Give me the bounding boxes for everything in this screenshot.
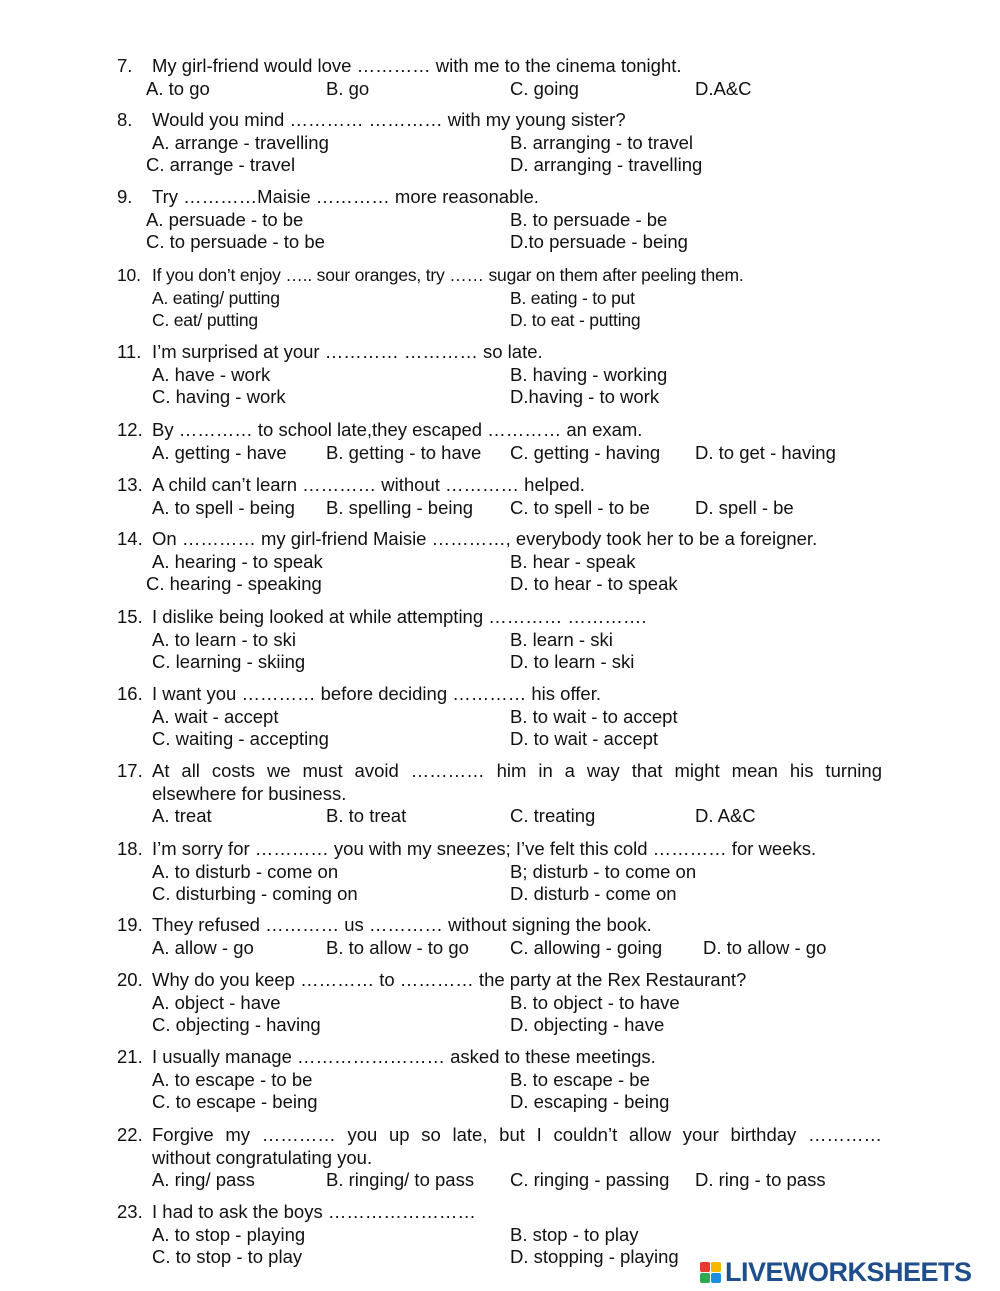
question-stem: My girl-friend would love ………… with me to the cinema tonight. — [152, 55, 682, 76]
question-16 — [117, 683, 882, 751]
question-number: 17. — [117, 760, 143, 781]
option-a[interactable]: A. object - have — [152, 991, 281, 1013]
question-21 — [117, 1046, 882, 1114]
question-stem: By ………… to school late,they escaped ………… an exam. — [152, 419, 643, 440]
option-c[interactable]: C. disturbing - coming on — [152, 883, 358, 904]
live-icon — [700, 1262, 721, 1283]
question-stem: Would you mind ………… ………… with my young sister? — [152, 109, 626, 130]
question-number: 8. — [117, 109, 133, 130]
option-d[interactable]: D.having - to work — [510, 386, 660, 407]
question-stem: Forgive my ………… you up so late, but I couldn’t allow your birthday ………… — [152, 1124, 882, 1145]
option-c[interactable]: C. allowing - going — [510, 936, 663, 958]
question-7 — [117, 55, 882, 100]
question-18 — [117, 838, 882, 906]
question-10 — [117, 264, 882, 332]
option-c[interactable]: C. going — [510, 77, 579, 99]
question-number: 18. — [117, 838, 143, 859]
question-stem: On ………… my girl-friend Maisie …………, everybody took her to be a foreigner. — [152, 528, 818, 549]
question-9 — [117, 186, 882, 254]
question-stem: I had to ask the boys …………………… — [152, 1201, 476, 1222]
option-b[interactable]: B. to object - to have — [510, 991, 680, 1013]
question-stem: Try …………Maisie ………… more reasonable. — [152, 186, 539, 207]
option-d[interactable]: D. escaping - being — [510, 1091, 670, 1112]
question-20 — [117, 969, 882, 1037]
option-c[interactable]: C. arrange - travel — [146, 154, 296, 175]
option-a[interactable]: A. to stop - playing — [152, 1223, 306, 1245]
question-13 — [117, 474, 882, 519]
option-b[interactable]: B. go — [326, 77, 370, 99]
question-11 — [117, 341, 882, 409]
option-d[interactable]: D. to allow - go — [703, 936, 827, 958]
option-b[interactable]: B. arranging - to travel — [510, 131, 694, 153]
option-a[interactable]: A. arrange - travelling — [152, 131, 329, 153]
question-number: 22. — [117, 1124, 143, 1145]
option-b[interactable]: B. having - working — [510, 363, 668, 385]
option-a[interactable]: A. getting - have — [152, 441, 287, 463]
question-number: 13. — [117, 474, 143, 495]
option-d[interactable]: D. to get - having — [695, 441, 836, 463]
question-number: 23. — [117, 1201, 143, 1222]
option-c[interactable]: C. to spell - to be — [510, 496, 650, 518]
question-number: 15. — [117, 606, 143, 627]
question-number: 21. — [117, 1046, 143, 1067]
question-stem: I want you ………… before deciding ………… his offer. — [152, 683, 601, 704]
question-stem: They refused ………… us ………… without signing the book. — [152, 914, 652, 935]
option-b[interactable]: B. hear - speak — [510, 550, 636, 572]
question-number: 20. — [117, 969, 143, 990]
option-c[interactable]: C. having - work — [152, 386, 286, 407]
option-a[interactable]: A. hearing - to speak — [152, 550, 323, 572]
question-stem: I dislike being looked at while attempting ………… …………. — [152, 606, 647, 627]
option-d[interactable]: D. ring - to pass — [695, 1169, 826, 1190]
option-b[interactable]: B. to wait - to accept — [510, 705, 678, 727]
question-stem: I’m surprised at your ………… ………… so late. — [152, 341, 543, 362]
option-a[interactable]: A. to learn - to ski — [152, 628, 296, 650]
option-c[interactable]: C. treating — [510, 805, 596, 826]
option-b[interactable]: B. to persuade - be — [510, 208, 668, 230]
option-d[interactable]: D. objecting - have — [510, 1014, 665, 1035]
logo-text: LIVEWORKSHEETS — [725, 1256, 972, 1287]
option-b[interactable]: B; disturb - to come on — [510, 860, 697, 882]
option-a[interactable]: A. wait - accept — [152, 705, 279, 727]
question-number: 11. — [117, 341, 142, 362]
option-c[interactable]: C. to escape - being — [152, 1091, 318, 1112]
option-c[interactable]: C. ringing - passing — [510, 1169, 670, 1190]
option-a[interactable]: A. to escape - to be — [152, 1068, 313, 1090]
option-b[interactable]: B. to allow - to go — [326, 936, 469, 958]
question-12 — [117, 419, 882, 464]
option-c[interactable]: C. learning - skiing — [152, 651, 306, 672]
question-stem: A child can’t learn ………… without ………… helped. — [152, 474, 585, 495]
question-22 — [117, 1124, 882, 1192]
option-a[interactable]: A. to spell - being — [152, 496, 295, 518]
option-c[interactable]: C. eat/ putting — [152, 310, 258, 330]
option-b[interactable]: B. spelling - being — [326, 496, 474, 518]
question-stem-continued: elsewhere for business. — [152, 782, 347, 804]
option-d[interactable]: D. to hear - to speak — [510, 573, 678, 594]
question-15 — [117, 606, 882, 674]
question-number: 10. — [117, 265, 141, 285]
question-stem: I’m sorry for ………… you with my sneezes; I’ve felt this cold ………… for weeks. — [152, 838, 817, 859]
option-a[interactable]: A. to go — [146, 77, 210, 99]
option-b[interactable]: B. learn - ski — [510, 628, 613, 650]
option-d[interactable]: D. arranging - travelling — [510, 154, 703, 175]
liveworksheets-logo[interactable] — [700, 1258, 972, 1286]
question-stem: I usually manage …………………… asked to these meetings. — [152, 1046, 656, 1067]
option-d[interactable]: D. A&C — [695, 805, 756, 826]
option-a[interactable]: A. persuade - to be — [146, 208, 304, 230]
option-d[interactable]: D.to persuade - being — [510, 231, 688, 252]
question-number: 12. — [117, 419, 143, 440]
option-a[interactable]: A. treat — [152, 805, 212, 826]
question-stem: At all costs we must avoid ………… him in a way that might mean his turning — [152, 760, 882, 781]
option-c[interactable]: C. to stop - to play — [152, 1246, 303, 1267]
option-a[interactable]: A. have - work — [152, 363, 271, 385]
option-d[interactable]: D.A&C — [695, 77, 752, 99]
option-c[interactable]: C. getting - having — [510, 441, 661, 463]
question-19 — [117, 914, 882, 959]
question-17 — [117, 760, 882, 828]
question-stem-continued: without congratulating you. — [152, 1146, 373, 1168]
option-a[interactable]: A. to disturb - come on — [152, 860, 339, 882]
option-a[interactable]: A. allow - go — [152, 936, 254, 958]
option-b[interactable]: B. to escape - be — [510, 1068, 650, 1090]
question-number: 7. — [117, 55, 133, 76]
question-number: 19. — [117, 914, 143, 935]
option-a[interactable]: A. ring/ pass — [152, 1169, 255, 1190]
option-a[interactable]: A. eating/ putting — [152, 287, 280, 308]
option-c[interactable]: C. objecting - having — [152, 1014, 321, 1035]
option-d[interactable]: D. to eat - putting — [510, 310, 641, 330]
question-stem: Why do you keep ………… to ………… the party at the Rex Restaurant? — [152, 969, 747, 990]
option-c[interactable]: C. waiting - accepting — [152, 728, 329, 749]
option-d[interactable]: D. disturb - come on — [510, 883, 677, 904]
question-stem: If you don’t enjoy ….. sour oranges, try …… sugar on them after peeling them. — [152, 265, 744, 285]
option-b[interactable]: B. stop - to play — [510, 1223, 639, 1245]
question-number: 14. — [117, 528, 143, 549]
question-number: 16. — [117, 683, 143, 704]
option-d[interactable]: D. to learn - ski — [510, 651, 635, 672]
option-b[interactable]: B. eating - to put — [510, 287, 635, 308]
option-d[interactable]: D. stopping - playing — [510, 1246, 679, 1267]
option-b[interactable]: B. to treat — [326, 805, 407, 826]
option-d[interactable]: D. to wait - accept — [510, 728, 659, 749]
option-b[interactable]: B. ringing/ to pass — [326, 1169, 475, 1190]
option-c[interactable]: C. to persuade - to be — [146, 231, 325, 252]
option-b[interactable]: B. getting - to have — [326, 441, 482, 463]
question-14 — [117, 528, 882, 596]
option-c[interactable]: C. hearing - speaking — [146, 573, 322, 594]
question-number: 9. — [117, 186, 133, 207]
option-d[interactable]: D. spell - be — [695, 496, 794, 518]
question-8 — [117, 109, 882, 177]
